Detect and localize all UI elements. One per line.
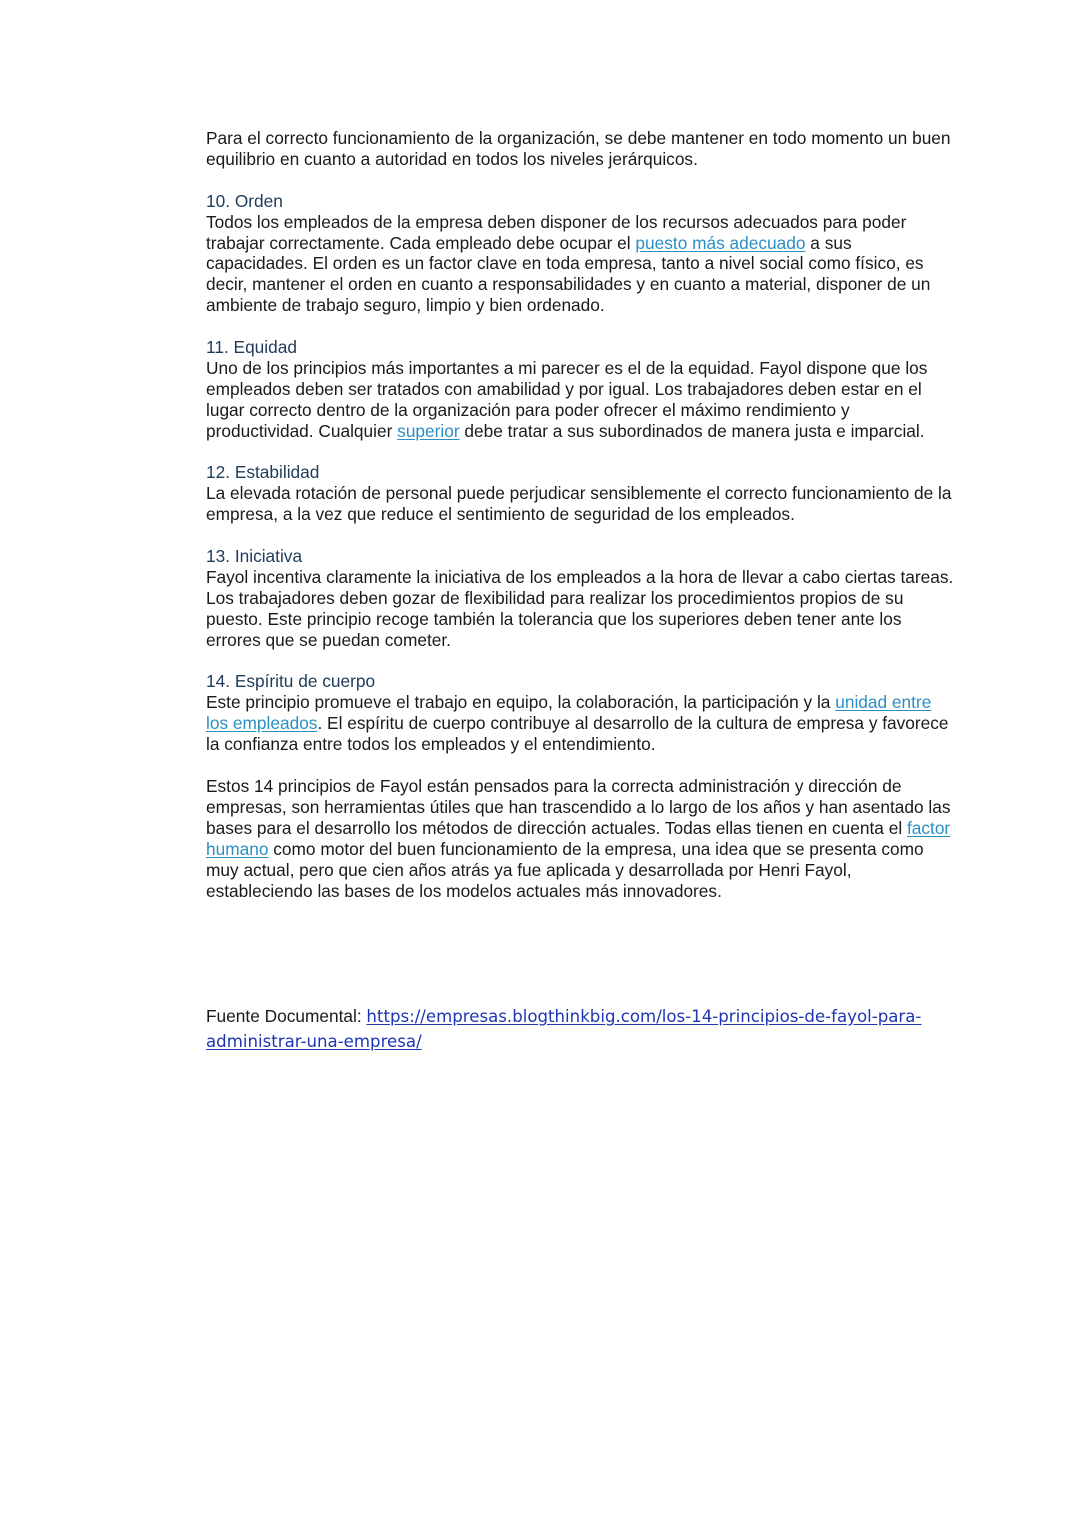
section-paragraph [206, 212, 956, 317]
section-heading: 11. Equidad [206, 337, 297, 358]
section-equidad [206, 337, 956, 442]
section-heading: 12. Estabilidad [206, 462, 320, 483]
paragraph-text: a sus capacidades. El orden es un factor clave en toda empresa, tanto a nivel social como físico, es decir, mantener el orden en cuanto a responsabilidades y en cuanto a material, disponer de un ambiente de trabajo seguro, limpio y bien ordenado. [206, 232, 931, 316]
section-orden [206, 191, 956, 316]
unidad-entre-los-empleados-link[interactable]: unidad entre los empleados [206, 692, 932, 734]
section-heading: 10. Orden [206, 190, 283, 211]
section-heading: 13. Iniciativa [206, 546, 303, 567]
paragraph-text: Estos 14 principios de Fayol están pensados para la correcta administración y dirección de empresas, son herramientas útiles que han trascendido a lo largo de los años y han asentado las bases para el desarrollo los métodos de dirección actuales. Todas ellas tienen en cuenta el [206, 776, 951, 838]
section-iniciativa [206, 546, 956, 651]
paragraph-text: debe tratar a sus subordinados de manera justa e imparcial. [459, 420, 925, 441]
paragraph-text: Uno de los principios más importantes a mi parecer es el de la equidad. Fayol dispone que los empleados deben ser tratados con amabilidad y por igual. Los trabajadores deben estar en el lugar correcto dentro de la organización para poder ofrecer el máximo rendimiento y productividad. Cualquier [206, 357, 928, 441]
puesto-mas-adecuado-link[interactable]: puesto más adecuado [635, 232, 806, 253]
paragraph-text: . El espíritu de cuerpo contribuye al desarrollo de la cultura de empresa y favorece la confianza entre todos los empleados y el entendimiento. [206, 713, 949, 755]
document-body [206, 128, 956, 901]
superior-link[interactable]: superior [397, 420, 460, 441]
factor-humano-link[interactable]: factor humano [206, 817, 951, 859]
section-paragraph [206, 358, 956, 442]
source-label: Fuente Documental: [206, 1006, 367, 1026]
paragraph-text: Este principio promueve el trabajo en equipo, la colaboración, la participación y la [206, 692, 836, 713]
paragraph-text: Todos los empleados de la empresa deben disponer de los recursos adecuados para poder trabajar correctamente. Cada empleado debe ocupar el [206, 211, 907, 253]
source-citation [206, 1004, 966, 1054]
intro-paragraph: Para el correcto funcionamiento de la organización, se debe mantener en todo momento un buen equilibrio en cuanto a autoridad en todos los niveles jerárquicos. [206, 128, 951, 169]
section-paragraph: La elevada rotación de personal puede perjudicar sensiblemente el correcto funcionamiento de la empresa, a la vez que reduce el sentimiento de seguridad de los empleados. [206, 483, 952, 525]
section-paragraph [206, 692, 956, 755]
section-heading: 14. Espíritu de cuerpo [206, 671, 376, 692]
conclusion-paragraph [206, 776, 956, 901]
section-paragraph: Fayol incentiva claramente la iniciativa de los empleados a la hora de llevar a cabo ciertas tareas. Los trabajadores deben gozar de flexibilidad para realizar los procedimientos propios de su puesto. Este principio recoge también la tolerancia que los superiores deben tener ante los errores que se puedan cometer. [206, 566, 954, 650]
paragraph-text: como motor del buen funcionamiento de la empresa, una idea que se presenta como muy actual, pero que cien años atrás ya fue aplicada y desarrollada por Henri Fayol, estableciendo las bases de los modelos actuales más innovadores. [206, 838, 924, 901]
source-url-link[interactable]: https://empresas.blogthinkbig.com/los-14-principios-de-fayol-para-administrar-una-empresa/ [206, 1007, 922, 1051]
section-estabilidad [206, 462, 956, 525]
section-espiritu-de-cuerpo [206, 671, 956, 755]
